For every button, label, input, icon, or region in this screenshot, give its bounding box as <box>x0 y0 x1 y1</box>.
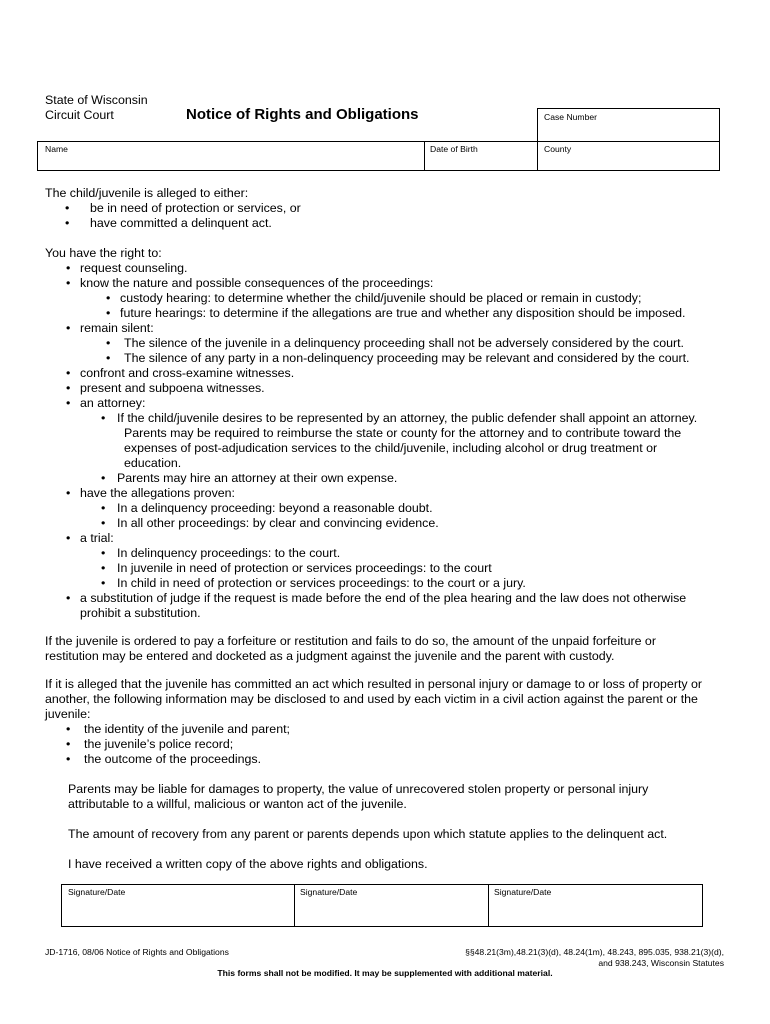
statutes-line-1: §§48.21(3m),48.21(3)(d), 48.24(1m), 48.243, 895.035, 938.21(3)(d), <box>465 947 724 957</box>
dob-label: Date of Birth <box>430 144 478 154</box>
statutes-line-2: and 938.243, Wisconsin Statutes <box>598 958 724 968</box>
list-item: • the identity of the juvenile and parent; <box>66 722 290 736</box>
list-item: • have committed a delinquent act. <box>65 216 272 230</box>
list-item: • In delinquency proceedings: to the court. <box>101 546 341 560</box>
list-item-continued: education. <box>124 456 182 470</box>
list-item: • In a delinquency proceeding: beyond a reasonable doubt. <box>101 501 433 515</box>
signature-label: Signature/Date <box>300 887 358 897</box>
list-item: • The silence of the juvenile in a delinquency proceeding shall not be adversely considered by the court. <box>106 336 684 350</box>
list-item: • remain silent: <box>66 321 154 335</box>
party-info-row <box>37 141 720 171</box>
forfeiture-paragraph: restitution may be entered and docketed as a judgment against the juvenile and the parent with custody. <box>45 649 615 663</box>
list-item: • request counseling. <box>66 261 188 275</box>
list-item: • In all other proceedings: by clear and convincing evidence. <box>101 516 439 530</box>
rights-intro: You have the right to: <box>45 246 162 260</box>
list-item: • In juvenile in need of protection or services proceedings: to the court <box>101 561 492 575</box>
signature-label: Signature/Date <box>494 887 552 897</box>
list-item-continued: expenses of post-adjudication services to the child/juvenile, including alcohol or drug treatment or <box>124 441 658 455</box>
list-item: • have the allegations proven: <box>66 486 235 500</box>
list-item: • If the child/juvenile desires to be represented by an attorney, the public defender shall appoint an attorney. <box>101 411 698 425</box>
court-label: Circuit Court <box>45 108 114 122</box>
signature-field-2[interactable] <box>295 885 488 926</box>
list-item: • confront and cross-examine witnesses. <box>66 366 295 380</box>
list-item: • the juvenile’s police record; <box>66 737 234 751</box>
list-item: • be in need of protection or services, or <box>65 201 301 215</box>
signature-label: Signature/Date <box>68 887 126 897</box>
injury-paragraph: juvenile: <box>45 707 91 721</box>
list-item: • The silence of any party in a non-delinquency proceeding may be relevant and considered by the court. <box>106 351 690 365</box>
injury-paragraph: another, the following information may be disclosed to and used by each victim in a civil action against the parent or the <box>45 692 698 706</box>
liability-paragraph: Parents may be liable for damages to property, the value of unrecovered stolen property or personal injury <box>68 782 649 796</box>
case-number-label: Case Number <box>544 112 598 122</box>
alleged-intro: The child/juvenile is alleged to either: <box>45 186 249 200</box>
injury-paragraph: If it is alleged that the juvenile has committed an act which resulted in personal injury or damage to or loss of property or <box>45 677 703 691</box>
state-label: State of Wisconsin <box>45 93 148 107</box>
list-item: • In child in need of protection or services proceedings: to the court or a jury. <box>101 576 526 590</box>
signature-row <box>61 884 703 927</box>
case-number-field[interactable] <box>537 108 720 142</box>
list-item: • know the nature and possible consequences of the proceedings: <box>66 276 434 290</box>
list-item: • present and subpoena witnesses. <box>66 381 265 395</box>
list-item: • the outcome of the proceedings. <box>66 752 262 766</box>
name-label: Name <box>45 144 68 154</box>
list-item: • Parents may hire an attorney at their own expense. <box>101 471 398 485</box>
notice-body <box>45 186 735 872</box>
list-item: • a trial: <box>66 531 114 545</box>
list-item: • custody hearing: to determine whether the child/juvenile should be placed or remain in custody; <box>106 291 642 305</box>
liability-paragraph: attributable to a willful, malicious or wanton act of the juvenile. <box>68 797 407 811</box>
list-item-continued: Parents may be required to reimburse the state or county for the attorney and to contribute toward the <box>124 426 682 440</box>
signature-field-1[interactable] <box>62 885 294 926</box>
county-label: County <box>544 144 572 154</box>
recovery-paragraph: The amount of recovery from any parent or parents depends upon which statute applies to the delinquent act. <box>68 827 668 841</box>
receipt-acknowledgement: I have received a written copy of the above rights and obligations. <box>68 857 428 871</box>
list-item: • a substitution of judge if the request is made before the end of the plea hearing and the law does not otherwise <box>66 591 687 605</box>
list-item: • future hearings: to determine if the allegations are true and whether any disposition should be imposed. <box>106 306 686 320</box>
page-title: Notice of Rights and Obligations <box>186 106 419 123</box>
list-item: • an attorney: <box>66 396 146 410</box>
forfeiture-paragraph: If the juvenile is ordered to pay a forfeiture or restitution and fails to do so, the amount of the unpaid forfeiture or <box>45 634 656 648</box>
form-id: JD-1716, 08/06 Notice of Rights and Obligations <box>45 947 229 957</box>
list-item-continued: prohibit a substitution. <box>80 606 201 620</box>
modification-notice: This forms shall not be modified. It may be supplemented with additional material. <box>217 968 553 978</box>
signature-field-3[interactable] <box>489 885 702 926</box>
